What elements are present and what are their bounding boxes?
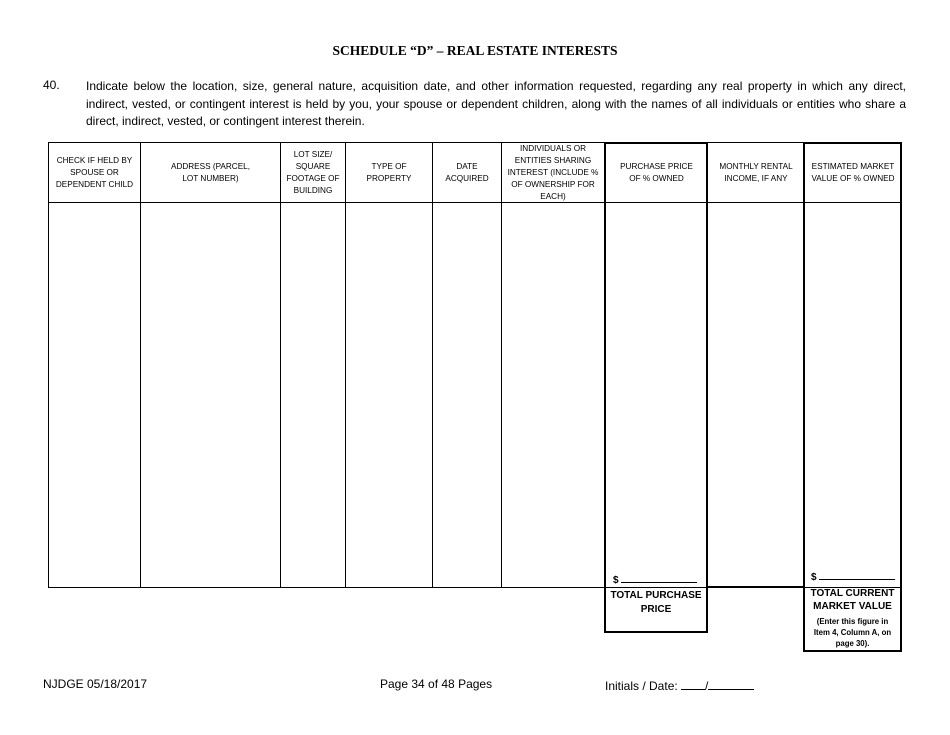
total-purchase-label: TOTAL PURCHASE PRICE bbox=[610, 590, 702, 615]
column-divider bbox=[48, 143, 49, 587]
col-header-rental-income: MONTHLY RENTAL INCOME, IF ANY bbox=[719, 161, 793, 183]
purchase-total-field[interactable] bbox=[613, 575, 697, 586]
initials-blank[interactable] bbox=[681, 677, 705, 690]
col-header-date-acquired: DATE ACQUIRED bbox=[445, 161, 489, 183]
col-header-address: ADDRESS (PARCEL, LOT NUMBER) bbox=[170, 161, 250, 183]
col-header-lot-size: LOT SIZE/ SQUARE FOOTAGE OF BUILDING bbox=[286, 149, 340, 195]
market-total-blank[interactable] bbox=[819, 579, 895, 580]
total-market-note: (Enter this figure in Item 4, Column A, on page 30). bbox=[813, 617, 892, 648]
purchase-total-blank[interactable] bbox=[621, 582, 697, 583]
question-number: 40. bbox=[43, 78, 60, 92]
page-number: Page 34 of 48 Pages bbox=[380, 677, 493, 691]
col-header-market-value: ESTIMATED MARKET VALUE OF % OWNED bbox=[811, 161, 895, 183]
col-header-purchase-price: PURCHASE PRICE OF % OWNED bbox=[620, 161, 693, 183]
col-header-property-type: TYPE OF PROPERTY bbox=[366, 161, 412, 183]
purchase-price-column bbox=[604, 142, 708, 633]
column-divider bbox=[280, 143, 281, 587]
page-title: SCHEDULE “D” – REAL ESTATE INTERESTS bbox=[332, 43, 618, 58]
column-divider bbox=[501, 143, 502, 587]
col-header-sharing-interest: INDIVIDUALS OR ENTITIES SHARING INTEREST (INCLUDE % OF OWNERSHIP FOR EACH) bbox=[507, 143, 599, 201]
column-divider bbox=[432, 143, 433, 587]
initials-date-label: Initials / Date: bbox=[605, 679, 678, 693]
form-id: NJDGE 05/18/2017 bbox=[43, 677, 148, 691]
column-divider bbox=[345, 143, 346, 587]
currency-sign: $ bbox=[613, 575, 619, 586]
date-blank[interactable] bbox=[708, 677, 754, 690]
question-text: Indicate below the location, size, general nature, acquisition date, and other information requested, regarding any real property in which any direct, indirect, vested, or contingent interest is held by you, your spouse or dependent children, along with the names of all individuals or entities who share a direct, indirect, vested, or contingent interest therein. bbox=[86, 79, 906, 128]
column-divider bbox=[140, 143, 141, 587]
total-market-label: TOTAL CURRENT MARKET VALUE bbox=[810, 588, 895, 612]
separator-slash: / bbox=[705, 679, 709, 693]
rental-income-column bbox=[706, 142, 805, 587]
initials-date-field[interactable] bbox=[605, 677, 754, 693]
col-header-spouse-check: CHECK IF HELD BY SPOUSE OR DEPENDENT CHILD bbox=[55, 155, 134, 189]
currency-sign: $ bbox=[811, 572, 817, 583]
market-total-field[interactable] bbox=[811, 572, 895, 583]
